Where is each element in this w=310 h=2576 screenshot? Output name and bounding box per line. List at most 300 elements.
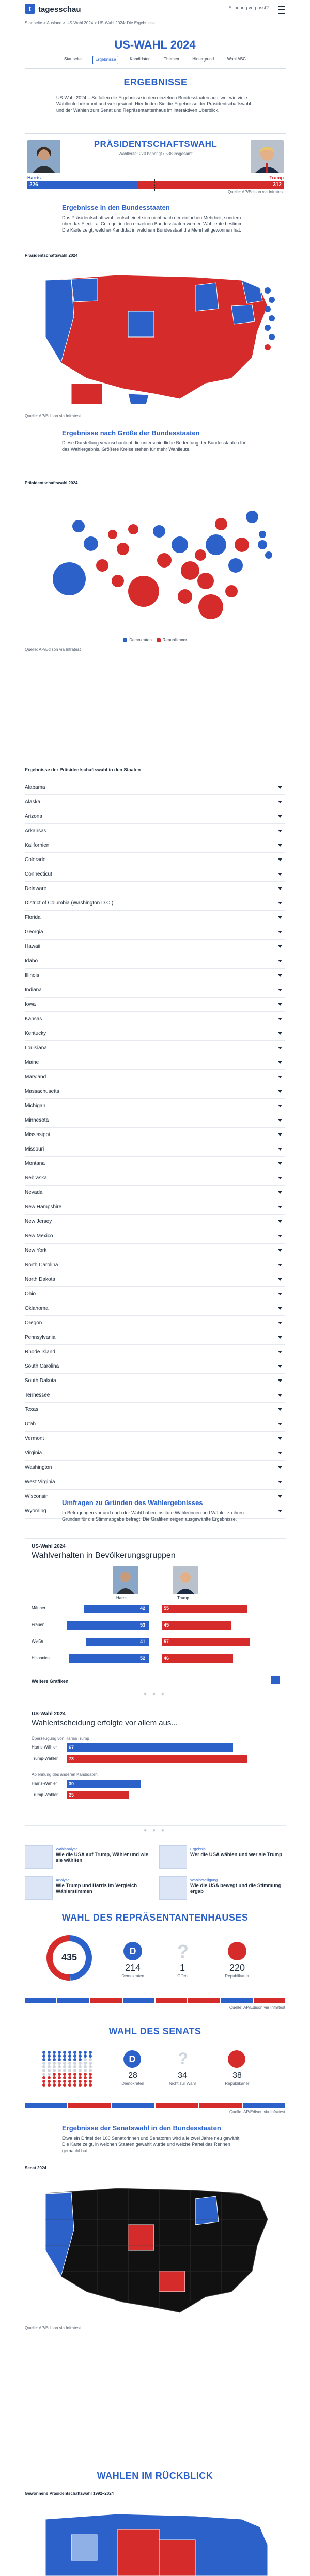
card1-harris-value: 53 bbox=[140, 1622, 146, 1628]
senate-seat-dot bbox=[68, 2062, 71, 2065]
teaser-text bbox=[56, 1877, 149, 1894]
state-row[interactable] bbox=[25, 896, 285, 911]
state-row[interactable] bbox=[25, 1272, 285, 1287]
tab-startseite[interactable]: Startseite bbox=[64, 57, 82, 62]
card1-kicker: US-Wahl 2024 bbox=[32, 1544, 66, 1550]
card1-harris-value: 52 bbox=[140, 1655, 146, 1661]
senate-seat-dot bbox=[63, 2069, 66, 2072]
senate-seat-dot bbox=[84, 2080, 87, 2083]
tab-themen[interactable]: Themen bbox=[164, 57, 179, 62]
state-row[interactable] bbox=[25, 1301, 285, 1316]
state-row[interactable] bbox=[25, 1026, 285, 1041]
chevron-down-icon[interactable] bbox=[278, 1249, 282, 1252]
senate-seat-dot bbox=[42, 2058, 45, 2061]
state-name: Virginia bbox=[25, 1450, 42, 1456]
senate-seat-dot bbox=[79, 2069, 82, 2072]
tab-hintergrund[interactable]: Hintergrund bbox=[192, 57, 214, 62]
chevron-down-icon[interactable] bbox=[278, 1003, 282, 1006]
senate-seat-dot bbox=[68, 2054, 71, 2058]
us-map-presidential[interactable] bbox=[25, 259, 285, 409]
state-row[interactable] bbox=[25, 1417, 285, 1432]
chevron-down-icon[interactable] bbox=[278, 1162, 282, 1165]
senate-seat-dot bbox=[89, 2076, 92, 2079]
state-row[interactable] bbox=[25, 1432, 285, 1446]
senate-seat-dot bbox=[73, 2083, 76, 2087]
state-row[interactable] bbox=[25, 1475, 285, 1490]
chevron-down-icon[interactable] bbox=[278, 1495, 282, 1498]
state-name: Rhode Island bbox=[25, 1349, 55, 1355]
survey-card-decision bbox=[25, 1706, 286, 1826]
teaser-text bbox=[190, 1846, 283, 1858]
teaser-kicker: Ergebnis bbox=[190, 1847, 206, 1851]
state-row[interactable] bbox=[25, 795, 285, 809]
card2-bar bbox=[67, 1791, 129, 1799]
state-name: Nebraska bbox=[25, 1175, 47, 1181]
state-row[interactable] bbox=[25, 1330, 285, 1345]
state-row[interactable] bbox=[25, 1229, 285, 1244]
senate-seat-dot bbox=[53, 2080, 56, 2083]
state-row[interactable] bbox=[25, 1461, 285, 1475]
card1-harris-avatar bbox=[113, 1566, 138, 1594]
senate-seat-dot bbox=[58, 2051, 61, 2054]
senate-seat-dot bbox=[79, 2062, 82, 2065]
chevron-down-icon[interactable] bbox=[278, 1408, 282, 1411]
senate-seat-dot bbox=[58, 2073, 61, 2076]
teaser-card[interactable] bbox=[25, 1845, 151, 1871]
senate-dem-icon: D bbox=[123, 2050, 141, 2068]
map-title: Ergebnisse in den Bundesstaaten bbox=[62, 204, 170, 211]
senate-seat-dot bbox=[42, 2076, 45, 2079]
state-row[interactable] bbox=[25, 983, 285, 998]
state-row[interactable] bbox=[25, 809, 285, 824]
senate-seat-dot bbox=[89, 2058, 92, 2061]
card2-bar bbox=[67, 1780, 141, 1788]
us-map-senate[interactable] bbox=[25, 2173, 285, 2323]
senate-seat-dot bbox=[84, 2058, 87, 2061]
bubble-label: Präsidentschaftswahl 2024 bbox=[25, 481, 78, 485]
state-name: Minnesota bbox=[25, 1117, 49, 1123]
senate-seat-grid bbox=[41, 2049, 98, 2091]
state-row[interactable] bbox=[25, 1113, 285, 1128]
teaser-thumbnail bbox=[25, 1845, 53, 1869]
senate-seat-dot bbox=[73, 2076, 76, 2079]
chevron-down-icon[interactable] bbox=[278, 1206, 282, 1208]
card1-trump-value: 55 bbox=[164, 1606, 169, 1611]
senate-seat-dot bbox=[68, 2080, 71, 2083]
trump-votes: 312 bbox=[273, 182, 282, 188]
senate-rep-count: 38 bbox=[233, 2071, 242, 2080]
card1-row-label: Weiße bbox=[32, 1639, 43, 1644]
senate-seat-dot bbox=[89, 2062, 92, 2065]
card1-harris-value: 42 bbox=[140, 1606, 146, 1611]
chevron-down-icon[interactable] bbox=[278, 815, 282, 818]
state-name: Mississippi bbox=[25, 1132, 50, 1138]
states-list-title: Ergebnisse der Präsidentschaftswahl in den Staaten bbox=[25, 767, 141, 772]
senate-seat-dot bbox=[63, 2058, 66, 2061]
rep-logo-icon bbox=[228, 1942, 246, 1960]
teaser-kicker: Wahlbeteiligung bbox=[190, 1878, 218, 1882]
senate-seat-dot bbox=[48, 2058, 51, 2061]
surveys-text: In Befragungen vor und nach der Wahl haben Institute Wählerinnen und Wähler zu ihren Gründen für die Stimmabgabe befragt. Die Grafiken zeigen ausgewählte Ergebnisse. bbox=[62, 1510, 244, 1522]
state-name: Kentucky bbox=[25, 1031, 47, 1036]
state-row[interactable] bbox=[25, 1142, 285, 1157]
carousel-dots-2[interactable]: ● ● ● bbox=[144, 1828, 166, 1833]
senate-seat-dot bbox=[53, 2054, 56, 2058]
senate-seat-dot bbox=[89, 2051, 92, 2054]
senate-seat-dot bbox=[48, 2051, 51, 2054]
harris-avatar bbox=[27, 140, 60, 173]
senate-seat-dot bbox=[63, 2065, 66, 2068]
card1-trump-value: 57 bbox=[164, 1639, 169, 1644]
chevron-down-icon[interactable] bbox=[278, 1047, 282, 1049]
chevron-down-icon[interactable] bbox=[278, 1293, 282, 1295]
senate-seat-dot bbox=[58, 2083, 61, 2087]
card1-right-name: Trump bbox=[177, 1596, 189, 1600]
state-row[interactable] bbox=[25, 1171, 285, 1186]
chevron-down-icon[interactable] bbox=[278, 1322, 282, 1324]
senate-seat-dot bbox=[53, 2076, 56, 2079]
state-row[interactable] bbox=[25, 1287, 285, 1301]
chevron-down-icon[interactable] bbox=[278, 1076, 282, 1078]
state-row[interactable] bbox=[25, 780, 285, 795]
state-row[interactable] bbox=[25, 1041, 285, 1055]
house-dem-count: 214 bbox=[125, 1962, 141, 1973]
state-row[interactable] bbox=[25, 1446, 285, 1461]
state-row[interactable] bbox=[25, 882, 285, 896]
senate-rep-icon bbox=[228, 2050, 245, 2068]
chevron-down-icon[interactable] bbox=[278, 1379, 282, 1382]
senate-seat-dot bbox=[84, 2051, 87, 2054]
survey-card-groups bbox=[25, 1538, 286, 1689]
state-name: Iowa bbox=[25, 1002, 36, 1007]
senate-source: Quelle: AP/Edison via Infratest bbox=[229, 2110, 285, 2114]
site-header bbox=[0, 0, 310, 18]
state-name: Ohio bbox=[25, 1291, 36, 1297]
teaser-thumbnail bbox=[25, 1876, 53, 1900]
senate-seat-dot bbox=[68, 2076, 71, 2079]
results-text: US-Wahl 2024 – So fallen die Ergebnisse in den einzelnen Bundesstaaten aus, wer wie viele Wahlleute bekommt und wer gewinnt. Hier finden Sie die Ergebnisse der Präsidentschaftswahl und der Wahlen zum Senat und Repräsentantenhaus im interaktiven Überblick. bbox=[56, 95, 251, 113]
state-row[interactable] bbox=[25, 1316, 285, 1330]
state-row[interactable] bbox=[25, 1388, 285, 1403]
state-row[interactable] bbox=[25, 1403, 285, 1417]
senate-seat-dot bbox=[48, 2083, 51, 2087]
history-title: WAHLEN IM RÜCKBLICK bbox=[97, 2471, 213, 2481]
senate-dem-label: Demokraten bbox=[121, 2081, 144, 2086]
carousel-dots-1[interactable]: ● ● ● bbox=[144, 1691, 166, 1697]
surveys-title: Umfragen zu Gründen des Wahlergebnisses bbox=[62, 1499, 203, 1507]
chevron-down-icon[interactable] bbox=[278, 1307, 282, 1310]
state-name: Montana bbox=[25, 1161, 45, 1167]
state-name: Alaska bbox=[25, 799, 41, 805]
state-row[interactable] bbox=[25, 1157, 285, 1171]
bubble-legend bbox=[0, 638, 310, 642]
senate-seat-dot bbox=[42, 2080, 45, 2083]
map-intro bbox=[62, 204, 248, 233]
senate-seat-dot bbox=[53, 2065, 56, 2068]
chevron-down-icon[interactable] bbox=[278, 945, 282, 948]
card2-value: 25 bbox=[69, 1792, 74, 1798]
chevron-down-icon[interactable] bbox=[278, 1481, 282, 1483]
state-name: Delaware bbox=[25, 886, 47, 892]
state-name: North Dakota bbox=[25, 1277, 55, 1282]
trump-avatar bbox=[251, 140, 284, 173]
chevron-down-icon[interactable] bbox=[278, 786, 282, 789]
state-row[interactable] bbox=[25, 1244, 285, 1258]
card1-row-label: Männer bbox=[32, 1606, 46, 1611]
results-title: ERGEBNISSE bbox=[123, 77, 188, 87]
house-dem-label: Demokraten bbox=[121, 1974, 144, 1979]
card1-row-label: Hispanics bbox=[32, 1655, 50, 1660]
brand-logo[interactable]: t bbox=[25, 4, 35, 14]
state-row[interactable] bbox=[25, 867, 285, 882]
chevron-down-icon[interactable] bbox=[278, 960, 282, 962]
state-row[interactable] bbox=[25, 1012, 285, 1026]
card2-kicker: US-Wahl 2024 bbox=[32, 1711, 66, 1717]
teaser-title: Wie die USA bewegt und die Stimmung ergab bbox=[190, 1883, 282, 1894]
chevron-down-icon[interactable] bbox=[278, 1119, 282, 1122]
senate-open-icon: ? bbox=[178, 2049, 188, 2068]
senate-seat-dot bbox=[73, 2080, 76, 2083]
house-card bbox=[25, 1929, 286, 1994]
share-icon[interactable] bbox=[271, 1676, 280, 1684]
chevron-down-icon[interactable] bbox=[278, 989, 282, 991]
dem-logo-icon: D bbox=[123, 1942, 142, 1960]
state-row[interactable] bbox=[25, 969, 285, 983]
state-row[interactable] bbox=[25, 1186, 285, 1200]
state-row[interactable] bbox=[25, 1070, 285, 1084]
senate-seat-dot bbox=[42, 2054, 45, 2058]
chevron-down-icon[interactable] bbox=[278, 1191, 282, 1194]
card2-row-label: Harris-Wähler bbox=[32, 1781, 57, 1786]
card2-value: 67 bbox=[69, 1745, 74, 1750]
state-row[interactable] bbox=[25, 1374, 285, 1388]
senate-map-title: Ergebnisse der Senatswahl in den Bundesstaaten bbox=[62, 2124, 221, 2132]
tab-wahl-abc[interactable]: Wahl ABC bbox=[227, 57, 246, 62]
state-row[interactable] bbox=[25, 853, 285, 867]
state-row[interactable] bbox=[25, 998, 285, 1012]
chevron-down-icon[interactable] bbox=[278, 873, 282, 876]
senate-seat-dot bbox=[58, 2076, 61, 2079]
teaser-thumbnail bbox=[159, 1876, 187, 1900]
state-row[interactable] bbox=[25, 1258, 285, 1272]
state-name: Arkansas bbox=[25, 828, 47, 834]
chevron-down-icon[interactable] bbox=[278, 858, 282, 861]
state-row[interactable] bbox=[25, 1055, 285, 1070]
chevron-down-icon[interactable] bbox=[278, 1133, 282, 1136]
senate-seat-dot bbox=[89, 2054, 92, 2058]
senate-seat-dot bbox=[42, 2083, 45, 2087]
senate-seat-dot bbox=[84, 2076, 87, 2079]
senate-seat-dot bbox=[89, 2083, 92, 2087]
chevron-down-icon[interactable] bbox=[278, 1235, 282, 1237]
bubble-map[interactable] bbox=[25, 488, 285, 633]
state-name: Pennsylvania bbox=[25, 1335, 56, 1340]
states-accordion bbox=[25, 780, 285, 1519]
bubble-text: Diese Darstellung veranschaulicht die unterschiedliche Bedeutung der Bundesstaaten für das Wahlergebnis. Größere Kreise stehen für mehr Wahlleute. bbox=[62, 440, 246, 452]
house-open-count: 1 bbox=[179, 1962, 185, 1973]
senate-seat-dot bbox=[73, 2051, 76, 2054]
house-states-strip[interactable] bbox=[25, 1998, 285, 2003]
teaser-kicker: Wahlanalyse bbox=[56, 1847, 78, 1851]
senate-seat-dot bbox=[79, 2080, 82, 2083]
state-name: Louisiana bbox=[25, 1045, 47, 1051]
card2-value: 73 bbox=[69, 1756, 74, 1761]
missed-broadcast-link[interactable]: Sendung verpasst? bbox=[228, 5, 269, 10]
senate-seat-dot bbox=[53, 2058, 56, 2061]
state-name: District of Columbia (Washington D.C.) bbox=[25, 900, 114, 906]
chevron-down-icon[interactable] bbox=[278, 1365, 282, 1368]
chevron-down-icon[interactable] bbox=[278, 1032, 282, 1035]
senate-seat-dot bbox=[68, 2051, 71, 2054]
chevron-down-icon[interactable] bbox=[278, 1510, 282, 1512]
senate-seat-dot bbox=[58, 2080, 61, 2083]
senate-seat-dot bbox=[58, 2062, 61, 2065]
state-row[interactable] bbox=[25, 1084, 285, 1099]
state-name: Wyoming bbox=[25, 1508, 47, 1514]
teaser-text bbox=[190, 1877, 283, 1894]
senate-seat-dot bbox=[79, 2054, 82, 2058]
chevron-down-icon[interactable] bbox=[278, 1452, 282, 1454]
chevron-down-icon[interactable] bbox=[278, 1437, 282, 1440]
state-row[interactable] bbox=[25, 1128, 285, 1142]
card1-more-button[interactable]: Weitere Grafiken bbox=[32, 1679, 69, 1684]
chevron-down-icon[interactable] bbox=[278, 1105, 282, 1107]
card1-trump-value: 45 bbox=[164, 1622, 169, 1628]
house-rep-label: Republikaner bbox=[225, 1974, 250, 1979]
chevron-down-icon[interactable] bbox=[278, 1264, 282, 1266]
chevron-down-icon[interactable] bbox=[278, 844, 282, 847]
senate-seat-dot bbox=[89, 2065, 92, 2068]
chevron-down-icon[interactable] bbox=[278, 1061, 282, 1064]
state-name: Missouri bbox=[25, 1146, 44, 1152]
map-text: Das Präsidentschaftswahl entscheidet sich nicht nach der einfachen Mehrheit, sondern über das Electoral College: in den einzelnen Bundesstaaten werden Wahlleute bestimmt. Die Karte zeigt, welcher Kandidat in welchem Bundesstaat die Mehrheit gewonnen hat. bbox=[62, 215, 245, 233]
chevron-down-icon[interactable] bbox=[278, 1394, 282, 1397]
senate-seat-dot bbox=[89, 2069, 92, 2072]
senate-map-label: Senat 2024 bbox=[25, 2166, 47, 2170]
chevron-down-icon[interactable] bbox=[278, 1336, 282, 1339]
chevron-down-icon[interactable] bbox=[278, 1090, 282, 1093]
senate-seat-dot bbox=[79, 2058, 82, 2061]
card1-trump-bar bbox=[162, 1621, 231, 1630]
card1-harris-value: 41 bbox=[140, 1639, 146, 1644]
breadcrumb[interactable]: Startseite > Ausland > US-Wahl 2024 > US-Wahl 2024: Die Ergebnisse bbox=[25, 21, 155, 25]
senate-seat-dot bbox=[63, 2083, 66, 2087]
state-row[interactable] bbox=[25, 925, 285, 940]
chevron-down-icon[interactable] bbox=[278, 1018, 282, 1020]
state-row[interactable] bbox=[25, 940, 285, 954]
card1-title: Wahlverhalten in Bevölkerungsgruppen bbox=[32, 1551, 176, 1560]
senate-seat-dot bbox=[79, 2065, 82, 2068]
senate-card bbox=[25, 2043, 286, 2098]
legend-rep-swatch bbox=[157, 638, 161, 642]
chevron-down-icon[interactable] bbox=[278, 1220, 282, 1223]
teaser-card[interactable] bbox=[159, 1845, 285, 1871]
senate-seat-dot bbox=[48, 2054, 51, 2058]
senate-seat-dot bbox=[63, 2051, 66, 2054]
chevron-down-icon[interactable] bbox=[278, 1351, 282, 1353]
chevron-down-icon[interactable] bbox=[278, 1466, 282, 1469]
senate-seat-dot bbox=[79, 2083, 82, 2087]
senate-seat-dot bbox=[84, 2073, 87, 2076]
teaser-card[interactable] bbox=[159, 1876, 285, 1902]
chevron-down-icon[interactable] bbox=[278, 1423, 282, 1425]
state-name: Nevada bbox=[25, 1190, 43, 1195]
senate-states-strip[interactable] bbox=[25, 2103, 285, 2108]
state-row[interactable] bbox=[25, 1215, 285, 1229]
brand-name[interactable]: tagesschau bbox=[38, 5, 81, 14]
chevron-down-icon[interactable] bbox=[278, 902, 282, 904]
teaser-kicker: Analyse bbox=[56, 1878, 70, 1882]
senate-seat-dot bbox=[68, 2069, 71, 2072]
card1-harris-bar bbox=[69, 1654, 149, 1663]
state-name: Idaho bbox=[25, 958, 38, 964]
menu-icon[interactable] bbox=[278, 6, 285, 14]
trump-bar bbox=[137, 181, 284, 189]
chevron-down-icon[interactable] bbox=[278, 830, 282, 832]
state-row[interactable] bbox=[25, 954, 285, 969]
state-name: Hawaii bbox=[25, 944, 41, 949]
state-row[interactable] bbox=[25, 1359, 285, 1374]
card2-group2: Ablehnung des anderen Kandidaten bbox=[32, 1772, 98, 1777]
senate-seat-dot bbox=[63, 2080, 66, 2083]
state-name: Oregon bbox=[25, 1320, 42, 1326]
state-name: Oklahoma bbox=[25, 1306, 49, 1311]
history-map[interactable] bbox=[25, 2498, 285, 2576]
chevron-down-icon[interactable] bbox=[278, 974, 282, 977]
results-intro bbox=[25, 68, 286, 130]
senate-seat-dot bbox=[89, 2073, 92, 2076]
harris-bar bbox=[27, 181, 137, 189]
majority-line bbox=[154, 179, 155, 191]
senate-seat-dot bbox=[53, 2051, 56, 2054]
senate-seat-dot bbox=[42, 2069, 45, 2072]
chevron-down-icon[interactable] bbox=[278, 801, 282, 803]
state-name: South Dakota bbox=[25, 1378, 56, 1384]
map-source: Quelle: AP/Edison via Infratest bbox=[25, 413, 81, 418]
senate-seat-dot bbox=[73, 2069, 76, 2072]
state-name: Kalifornien bbox=[25, 842, 50, 848]
teaser-card[interactable] bbox=[25, 1876, 151, 1902]
state-row[interactable] bbox=[25, 1099, 285, 1113]
state-row[interactable] bbox=[25, 824, 285, 838]
presidential-title: PRÄSIDENTSCHAFTSWAHL bbox=[94, 139, 218, 149]
state-row[interactable] bbox=[25, 1200, 285, 1215]
state-name: Kansas bbox=[25, 1016, 42, 1022]
state-row[interactable] bbox=[25, 1345, 285, 1359]
chevron-down-icon[interactable] bbox=[278, 931, 282, 933]
house-title: WAHL DES REPRÄSENTANTENHAUSES bbox=[61, 1912, 249, 1923]
tab-ergebnisse[interactable]: Ergebnisse bbox=[92, 56, 118, 64]
state-name: Indiana bbox=[25, 987, 42, 993]
chevron-down-icon[interactable] bbox=[278, 887, 282, 890]
senate-seat-dot bbox=[73, 2058, 76, 2061]
history-label: Gewonnene Präsidentschaftswahl 1992–2024 bbox=[25, 2491, 114, 2496]
chevron-down-icon[interactable] bbox=[278, 1177, 282, 1179]
state-name: Georgia bbox=[25, 929, 43, 935]
state-row[interactable] bbox=[25, 838, 285, 853]
state-name: Colorado bbox=[25, 857, 46, 863]
senate-rep-label: Republikaner bbox=[225, 2081, 250, 2086]
state-row[interactable] bbox=[25, 911, 285, 925]
chevron-down-icon[interactable] bbox=[278, 1278, 282, 1281]
chevron-down-icon[interactable] bbox=[278, 916, 282, 919]
senate-seat-dot bbox=[53, 2073, 56, 2076]
state-name: Illinois bbox=[25, 973, 39, 978]
chevron-down-icon[interactable] bbox=[278, 1148, 282, 1151]
senate-seat-dot bbox=[84, 2083, 87, 2087]
senate-seat-dot bbox=[79, 2051, 82, 2054]
tab-kandidaten[interactable]: Kandidaten bbox=[130, 57, 151, 62]
